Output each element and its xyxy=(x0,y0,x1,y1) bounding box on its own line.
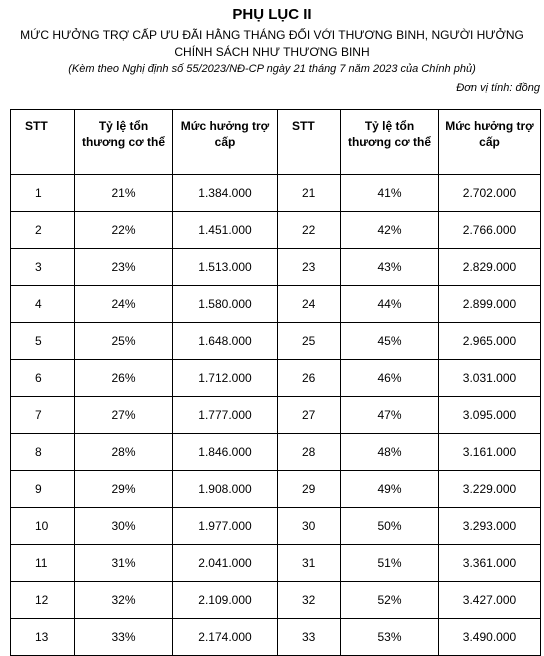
document-title: PHỤ LỤC II xyxy=(232,6,312,23)
document-header xyxy=(0,0,544,96)
cell-allowance: 1.513.000 xyxy=(173,249,278,286)
table-row xyxy=(11,434,541,471)
cell-allowance: 1.712.000 xyxy=(173,360,278,397)
cell-injury-rate-2: 47% xyxy=(341,397,439,434)
table-row xyxy=(11,249,541,286)
cell-injury-rate: 22% xyxy=(75,212,173,249)
header-allowance-2: Mức hưởng trợ cấp xyxy=(439,110,541,175)
table-row xyxy=(11,360,541,397)
cell-injury-rate: 23% xyxy=(75,249,173,286)
header-stt-2: STT xyxy=(278,110,341,175)
cell-allowance-2: 3.095.000 xyxy=(439,397,541,434)
decree-reference-note: (Kèm theo Nghị định số 55/2023/NĐ-CP ngày 21 tháng 7 năm 2023 của Chính phủ) xyxy=(68,63,476,75)
table-header-row xyxy=(11,110,541,175)
cell-stt: 10 xyxy=(11,508,75,545)
cell-stt-2: 28 xyxy=(278,434,341,471)
cell-allowance-2: 3.031.000 xyxy=(439,360,541,397)
cell-allowance-2: 2.965.000 xyxy=(439,323,541,360)
cell-injury-rate-2: 48% xyxy=(341,434,439,471)
table-row xyxy=(11,175,541,212)
cell-stt: 5 xyxy=(11,323,75,360)
cell-stt-2: 33 xyxy=(278,619,341,656)
table-row xyxy=(11,508,541,545)
cell-injury-rate-2: 43% xyxy=(341,249,439,286)
cell-injury-rate-2: 45% xyxy=(341,323,439,360)
unit-label: Đơn vị tính: đồng xyxy=(456,82,540,94)
header-injury-rate: Tỷ lệ tổn thương cơ thể xyxy=(75,110,173,175)
cell-allowance: 2.174.000 xyxy=(173,619,278,656)
allowance-table xyxy=(10,109,541,656)
cell-injury-rate-2: 49% xyxy=(341,471,439,508)
cell-allowance: 1.977.000 xyxy=(173,508,278,545)
cell-allowance: 1.384.000 xyxy=(173,175,278,212)
cell-injury-rate-2: 42% xyxy=(341,212,439,249)
header-injury-rate-2: Tỷ lệ tổn thương cơ thể xyxy=(341,110,439,175)
table-row xyxy=(11,619,541,656)
cell-injury-rate: 31% xyxy=(75,545,173,582)
cell-injury-rate: 25% xyxy=(75,323,173,360)
cell-injury-rate-2: 50% xyxy=(341,508,439,545)
cell-injury-rate-2: 53% xyxy=(341,619,439,656)
cell-injury-rate-2: 41% xyxy=(341,175,439,212)
cell-stt: 1 xyxy=(11,175,75,212)
cell-allowance-2: 3.361.000 xyxy=(439,545,541,582)
table-body xyxy=(11,175,541,656)
cell-allowance-2: 2.766.000 xyxy=(439,212,541,249)
cell-injury-rate: 32% xyxy=(75,582,173,619)
cell-stt: 4 xyxy=(11,286,75,323)
cell-allowance: 1.580.000 xyxy=(173,286,278,323)
table-row xyxy=(11,545,541,582)
table-row xyxy=(11,212,541,249)
cell-stt: 12 xyxy=(11,582,75,619)
cell-allowance-2: 3.161.000 xyxy=(439,434,541,471)
cell-stt-2: 22 xyxy=(278,212,341,249)
cell-stt-2: 26 xyxy=(278,360,341,397)
table-row xyxy=(11,397,541,434)
header-allowance: Mức hưởng trợ cấp xyxy=(173,110,278,175)
cell-injury-rate-2: 52% xyxy=(341,582,439,619)
cell-stt: 13 xyxy=(11,619,75,656)
cell-injury-rate-2: 51% xyxy=(341,545,439,582)
cell-injury-rate: 28% xyxy=(75,434,173,471)
cell-stt-2: 32 xyxy=(278,582,341,619)
cell-allowance-2: 2.899.000 xyxy=(439,286,541,323)
cell-allowance-2: 3.427.000 xyxy=(439,582,541,619)
cell-allowance: 1.451.000 xyxy=(173,212,278,249)
cell-allowance: 1.846.000 xyxy=(173,434,278,471)
cell-allowance-2: 3.229.000 xyxy=(439,471,541,508)
cell-allowance: 1.777.000 xyxy=(173,397,278,434)
cell-stt-2: 31 xyxy=(278,545,341,582)
table-row xyxy=(11,582,541,619)
cell-stt-2: 27 xyxy=(278,397,341,434)
cell-stt-2: 25 xyxy=(278,323,341,360)
cell-stt: 11 xyxy=(11,545,75,582)
cell-injury-rate: 21% xyxy=(75,175,173,212)
cell-injury-rate: 24% xyxy=(75,286,173,323)
cell-injury-rate: 29% xyxy=(75,471,173,508)
document-subtitle: MỨC HƯỞNG TRỢ CẤP ƯU ĐÃI HẰNG THÁNG ĐỐI VỚI THƯƠNG BINH, NGƯỜI HƯỞNG CHÍNH SÁCH NHƯ THƯƠNG BINH xyxy=(20,28,524,59)
cell-stt-2: 29 xyxy=(278,471,341,508)
cell-stt: 2 xyxy=(11,212,75,249)
cell-stt: 9 xyxy=(11,471,75,508)
cell-allowance-2: 3.293.000 xyxy=(439,508,541,545)
cell-stt: 3 xyxy=(11,249,75,286)
table-row xyxy=(11,323,541,360)
cell-injury-rate: 30% xyxy=(75,508,173,545)
cell-injury-rate-2: 46% xyxy=(341,360,439,397)
cell-allowance-2: 2.702.000 xyxy=(439,175,541,212)
cell-allowance: 2.041.000 xyxy=(173,545,278,582)
cell-allowance-2: 2.829.000 xyxy=(439,249,541,286)
cell-injury-rate-2: 44% xyxy=(341,286,439,323)
cell-stt: 6 xyxy=(11,360,75,397)
header-stt: STT xyxy=(11,110,75,175)
cell-stt-2: 24 xyxy=(278,286,341,323)
cell-allowance: 2.109.000 xyxy=(173,582,278,619)
cell-allowance-2: 3.490.000 xyxy=(439,619,541,656)
table-row xyxy=(11,471,541,508)
cell-allowance: 1.908.000 xyxy=(173,471,278,508)
table-row xyxy=(11,286,541,323)
cell-allowance: 1.648.000 xyxy=(173,323,278,360)
cell-stt: 8 xyxy=(11,434,75,471)
cell-stt-2: 21 xyxy=(278,175,341,212)
cell-injury-rate: 33% xyxy=(75,619,173,656)
cell-stt-2: 23 xyxy=(278,249,341,286)
cell-stt-2: 30 xyxy=(278,508,341,545)
cell-injury-rate: 27% xyxy=(75,397,173,434)
cell-stt: 7 xyxy=(11,397,75,434)
cell-injury-rate: 26% xyxy=(75,360,173,397)
